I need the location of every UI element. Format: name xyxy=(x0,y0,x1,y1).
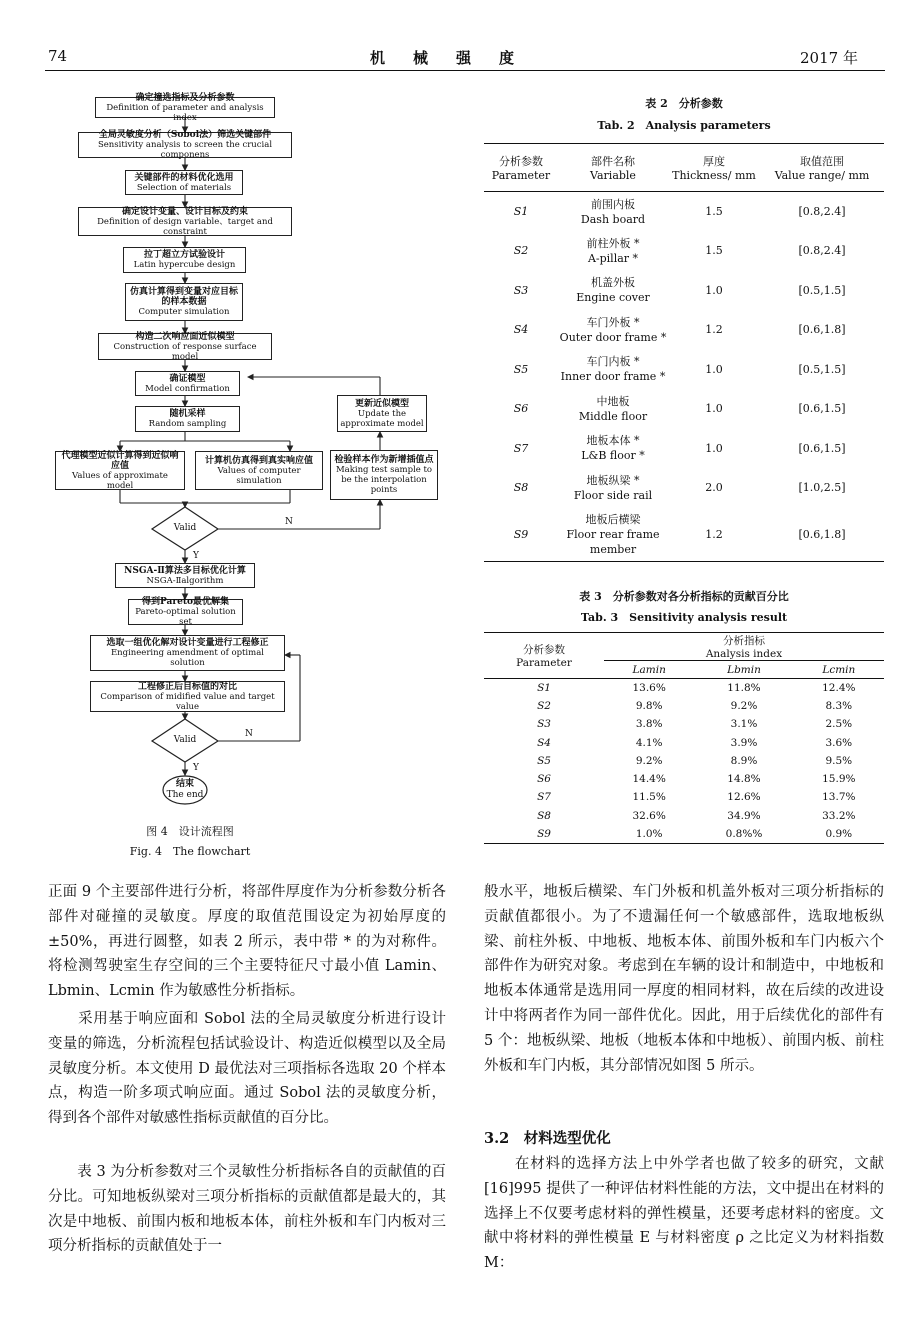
t3-col-lamin: Lamin xyxy=(632,663,666,676)
flowchart xyxy=(40,85,450,865)
left-paragraph-1: 正面 9 个主要部件进行分析，将部件厚度作为分析参数分析各部件对碰撞的灵敏度。厚度的取值范围设定为初始厚度的 ±50%，再进行圆整，如表 2 所示，表中带 * 的为对称件。将检测驾驶室生存空间的三个主要特征尺寸最小值 Lamin、Lbmin、Lcmin 作为敏感性分析指标。 xyxy=(48,884,446,1000)
flow-node-13: 更新近似模型 Update the approximate model xyxy=(337,395,427,432)
table-row: S1 前围内板 Dash board 1.5 [0.8,2.4] xyxy=(513,197,846,226)
end-node: 结束 The end xyxy=(166,779,204,800)
label-no-2: N xyxy=(245,729,253,739)
flow-node-5: 拉丁超立方试验设计 Latin hypercube design xyxy=(123,247,246,273)
journal-title: 机械强度 xyxy=(370,49,543,67)
table-row: S2 前柱外板 * A-pillar * 1.5 [0.8,2.4] xyxy=(513,236,846,265)
t3-head-param: 分析参数 Parameter xyxy=(516,644,572,669)
flow-node-17: 工程修正后目标值的对比 Comparison of midified value and target value xyxy=(90,681,285,712)
table-row: S1 13.6% 11.8% 12.4% xyxy=(537,681,856,694)
flow-node-9: 随机采样 Random sampling xyxy=(135,406,240,432)
table3-caption-en: Tab. 3 Sensitivity analysis result xyxy=(580,611,788,624)
label-yes-2: Y xyxy=(193,763,199,773)
year: 2017 年 xyxy=(800,49,858,67)
decision-valid-1: Valid xyxy=(173,523,197,533)
decision-valid-2: Valid xyxy=(173,735,197,745)
t3-col-lbmin: Lbmin xyxy=(727,663,761,676)
label-no-1: N xyxy=(285,517,293,527)
right-paragraph-1: 般水平，地板后横梁、车门外板和机盖外板对三项分析指标的贡献值都很小。为了不遗漏任何一个敏感部件，选取地板纵梁、前柱外板、中地板、地板本体、前围外板和车门内板六个部件作为研究对象。考虑到在车辆的设计和制造中，中地板和地板本体通常是选用同一厚度的相同材料，故在后续的改进设计中将两者作为同一部件优化。因此，用于后续优化的部件有 5 个：地板纵梁、地板（地板本体和中地板）、前围内板、前柱外板和车门内板，其分部情况如图 5 所示。 xyxy=(484,884,884,1074)
flow-node-11: 计算机仿真得到真实响应值 Values of computer simulation xyxy=(195,451,323,490)
table-row: S3 机盖外板 Engine cover 1.0 [0.5,1.5] xyxy=(513,276,846,305)
table-row: S4 4.1% 3.9% 3.6% xyxy=(537,736,853,749)
right-paragraph-2: 在材料的选择方法上中外学者也做了较多的研究，文献[16]995 提供了一种评估材料性能的方法，文中提出在材料的选择上不仅要考虑材料的弹性模量，还要考虑材料的密度。文献中将材料的弹性模量 E 与材料密度 ρ 之比定义为材料指数 M： xyxy=(484,1156,884,1272)
table-row: S6 中地板 Middle floor 1.0 [0.6,1.5] xyxy=(513,394,846,423)
flow-node-4: 确定设计变量、设计目标及约束 Definition of design variable、target and constraint xyxy=(78,207,292,236)
table2 xyxy=(484,143,884,562)
t2-head-thickness: 厚度 Thickness/ mm xyxy=(672,155,756,182)
flow-node-6: 仿真计算得到变量对应目标的样本数据 Computer simulation xyxy=(125,283,243,321)
table-row: S6 14.4% 14.8% 15.9% xyxy=(537,773,856,786)
t2-head-range: 取值范围 Value range/ mm xyxy=(774,155,870,182)
flow-node-15: 得到Pareto最优解集 Pareto-optimal solution set xyxy=(128,599,243,625)
table-row: S5 9.2% 8.9% 9.5% xyxy=(537,754,853,767)
table-row: S8 32.6% 34.9% 33.2% xyxy=(537,809,856,822)
t3-head-index: 分析指标 Analysis index xyxy=(604,633,884,661)
t2-head-param: 分析参数 Parameter xyxy=(491,155,551,182)
flow-node-1: 确定撞选指标及分析参数 Definition of parameter and analysis index xyxy=(95,97,275,118)
table-row: S7 地板本体 * L&B floor * 1.0 [0.6,1.5] xyxy=(513,434,846,463)
table2-caption-en: Tab. 2 Analysis parameters xyxy=(597,119,771,132)
table-row: S9 地板后横梁 Floor rear frame member 1.2 [0.6,1.8] xyxy=(513,512,846,556)
flow-node-3: 关键部件的材料优化选用 Selection of materials xyxy=(125,170,243,195)
table-row: S3 3.8% 3.1% 2.5% xyxy=(537,718,853,731)
left-paragraph-2: 采用基于响应面和 Sobol 法的全局灵敏度分析进行设计变量的筛选，分析流程包括试验设计、构造近似模型以及全局灵敏度分析。本文使用 D 最优法对三项指标各选取 20 个样本点，构造一阶多项式响应面。通过 Sobol 法的灵敏度分析，得到各个部件对敏感性指标贡献值的百分比。 xyxy=(48,1011,446,1127)
left-paragraph-3: 表 3 为分析参数对三个灵敏性分析指标各自的贡献值的百分比。可知地板纵梁对三项分析指标的贡献值都是最大的，其次是中地板、前围内板和地板本体，前柱外板和车门内板对三项分析指标的贡献值处于一 xyxy=(48,1164,446,1255)
table3 xyxy=(484,632,884,844)
figure-caption-zh: 图 4 设计流程图 xyxy=(146,825,234,838)
flow-node-2: 全局灵敏度分析（Sobol法）筛选关键部件 Sensitivity analysis to screen the crucial componens xyxy=(78,132,292,158)
table-row: S7 11.5% 12.6% 13.7% xyxy=(537,791,856,804)
flow-node-12: 检验样本作为新增插值点 Making test sample to be the interpolation points xyxy=(330,450,438,500)
table2-caption-zh: 表 2 分析参数 xyxy=(645,97,723,110)
flow-node-8: 确证模型 Model confirmation xyxy=(135,371,240,396)
table-row: S4 车门外板 * Outer door frame * 1.2 [0.6,1.8] xyxy=(513,315,846,344)
table-row: S8 地板纵梁 * Floor side rail 2.0 [1.0,2.5] xyxy=(513,473,846,502)
page-number: 74 xyxy=(48,47,68,65)
flow-node-7: 构造二次响应面近似模型 Construction of response surface model xyxy=(98,333,272,360)
page-header xyxy=(0,0,909,75)
flow-node-16: 选取一组优化解对设计变量进行工程修正 Engineering amendment of optimal solution xyxy=(90,635,285,671)
header-rule xyxy=(45,70,885,71)
figure-caption-en: Fig. 4 The flowchart xyxy=(129,845,251,858)
flow-node-10: 代理模型近似计算得到近似响应值 Values of approximate model xyxy=(55,451,185,490)
table3-caption-zh: 表 3 分析参数对各分析指标的贡献百分比 xyxy=(579,590,789,603)
t3-col-lcmin: Lcmin xyxy=(822,663,856,676)
label-yes-1: Y xyxy=(193,551,199,561)
table-row: S5 车门内板 * Inner door frame * 1.0 [0.5,1.5] xyxy=(513,355,846,384)
table-row: S9 1.0% 0.8%% 0.9% xyxy=(537,827,853,840)
flow-node-14: NSGA-Ⅱ算法多目标优化计算 NSGA-Ⅱalgorithm xyxy=(115,563,255,588)
t2-head-variable: 部件名称 Variable xyxy=(590,155,636,182)
table-row: S2 9.8% 9.2% 8.3% xyxy=(537,699,853,712)
section-heading: 3.2 材料选型优化 xyxy=(484,1130,611,1147)
